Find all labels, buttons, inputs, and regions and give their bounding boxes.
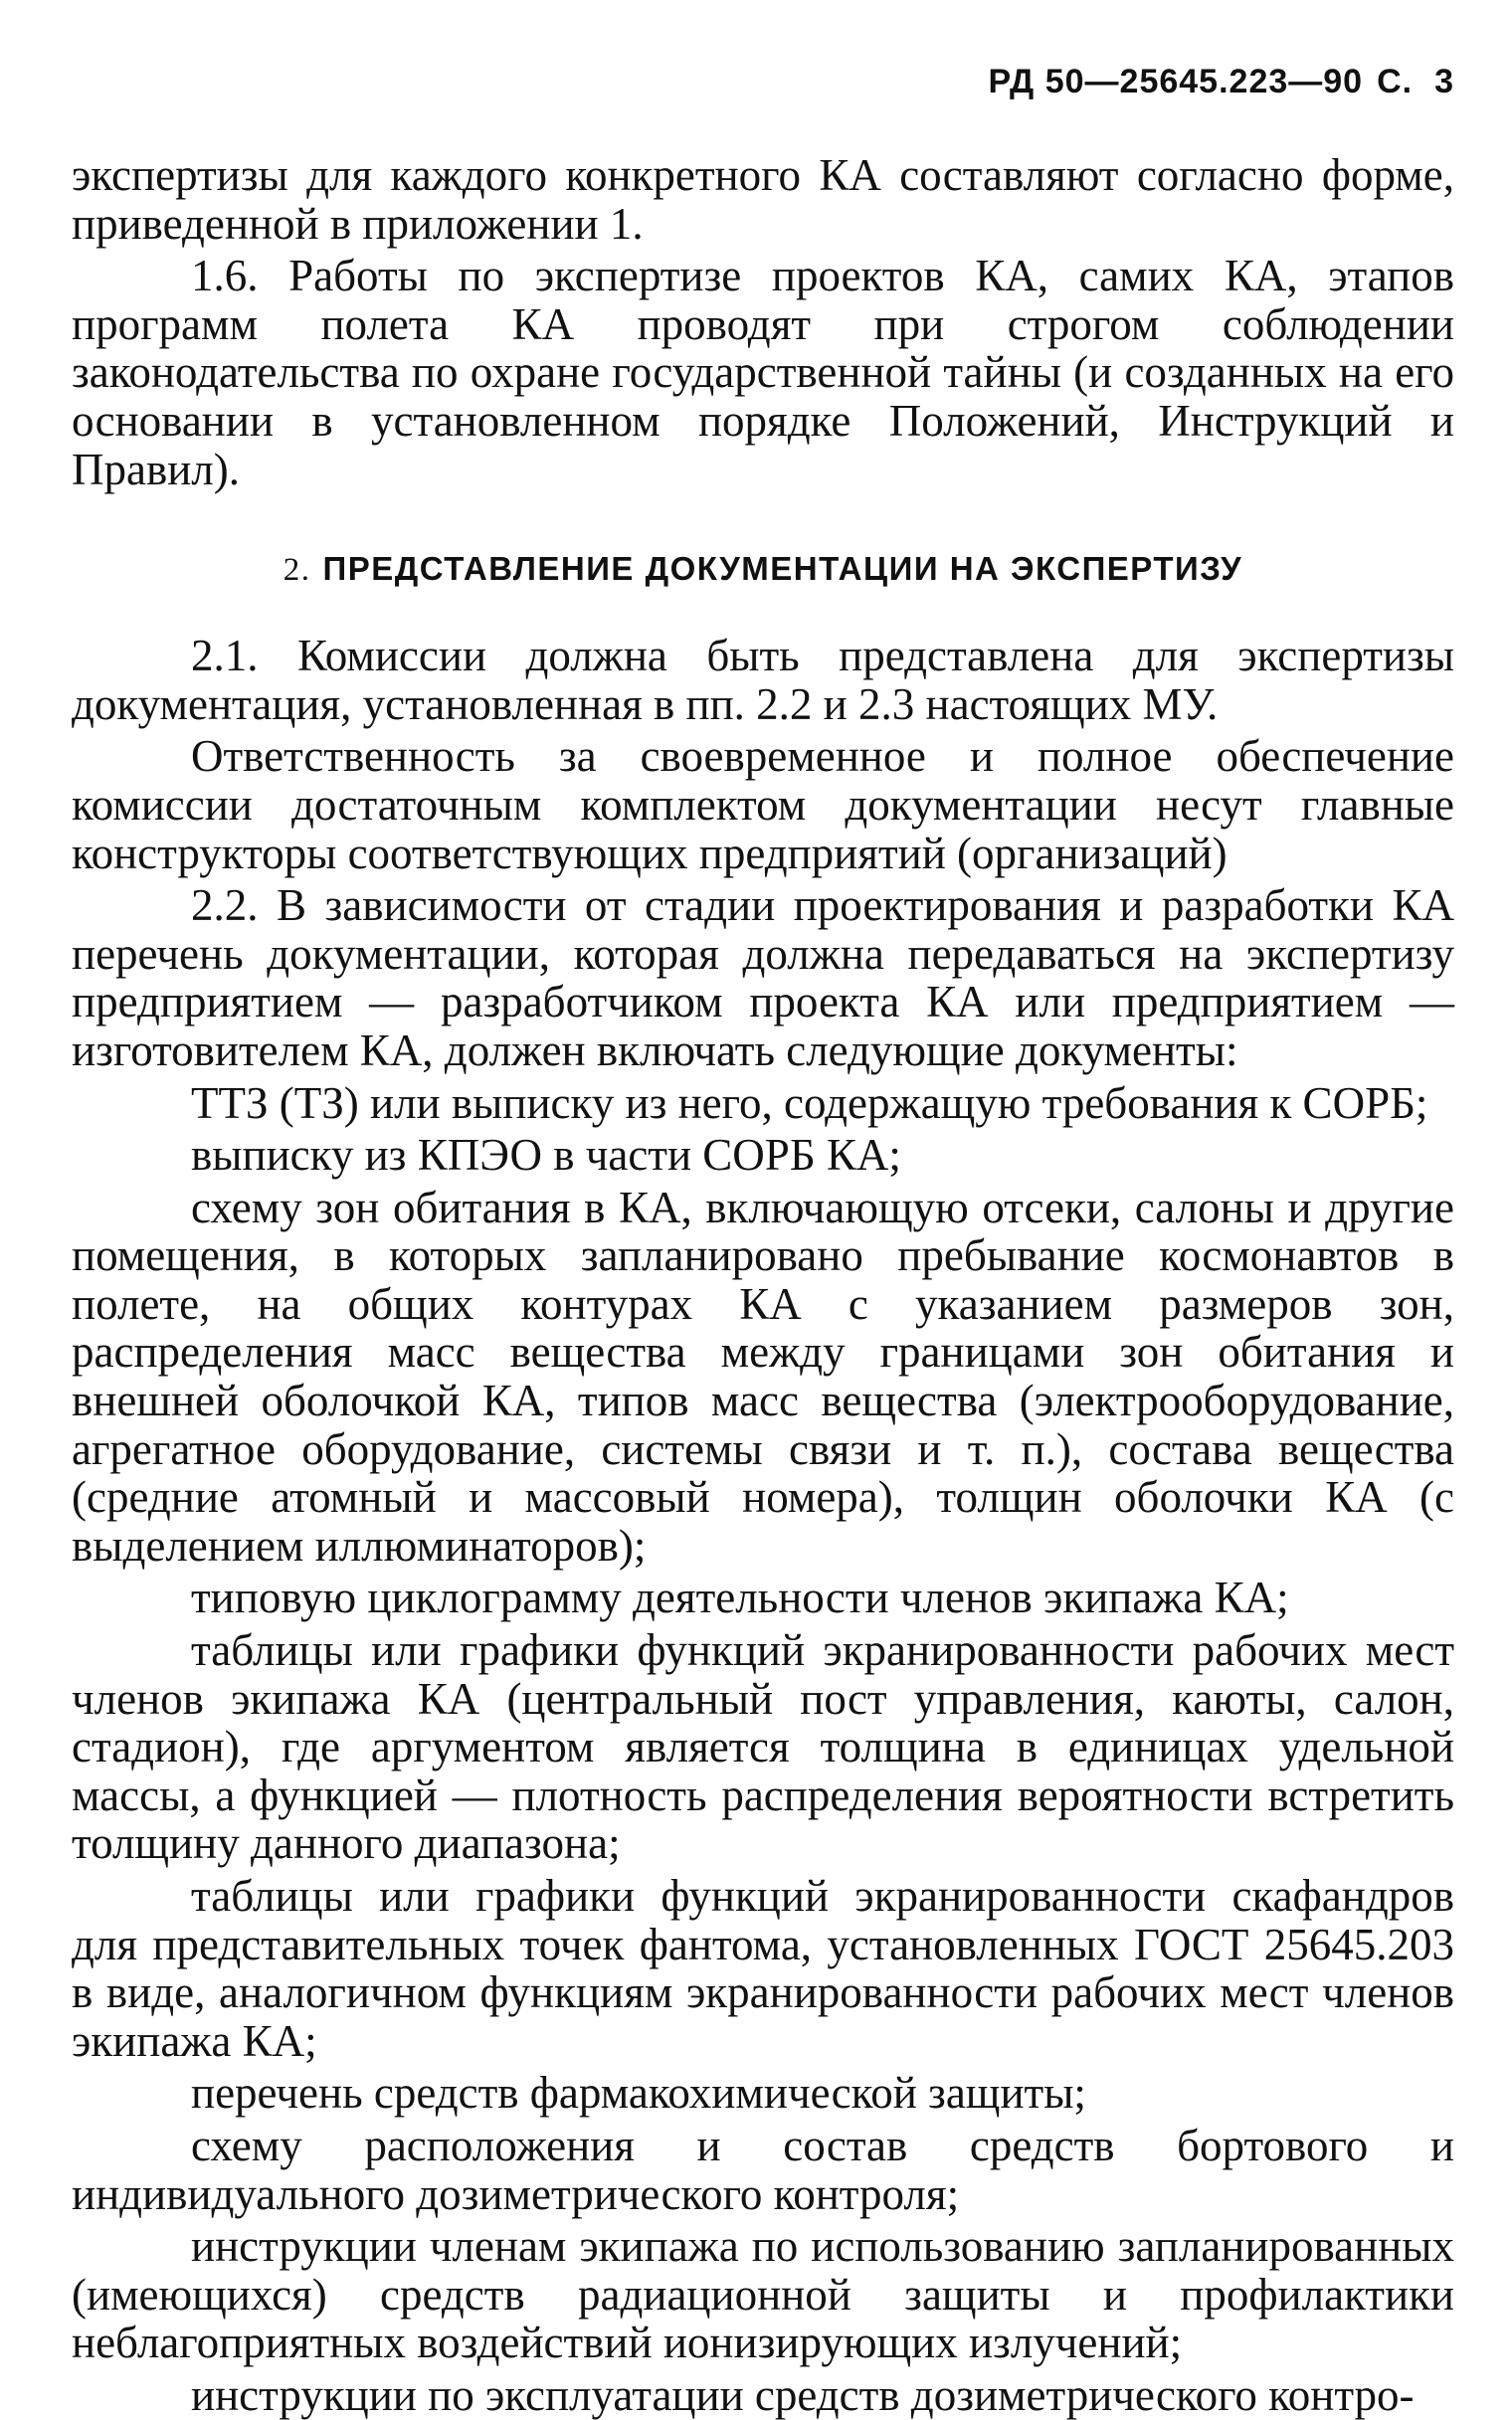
list-item-shielding-spacesuits: таблицы или графики функций экранированности скафандров для представительных точек фантома, установленных ГОСТ 25645.203 в виде, аналогичном функциям экранированности рабочих мест членов экипажа КА; <box>72 1871 1454 2066</box>
list-item-kpeo: выписку из КПЭО в части СОРБ КА; <box>191 1130 901 1181</box>
paragraph-responsibility: Ответственность за своевременное и полное обеспечение комиссии достаточным комплектом документации несут главные конструкторы соответствующих предприятий (организаций) <box>72 731 1454 878</box>
list-item-crew-instructions: инструкции членам экипажа по использованию запланированных (имеющихся) средств радиационной защиты и профилактики неблагоприятных воздействий ионизирующих излучений; <box>72 2221 1454 2368</box>
page-label: С. <box>1377 63 1414 100</box>
list-item-pharmaco-protection: перечень средств фармакохимической защиты; <box>191 2068 1086 2119</box>
document-code: РД 50—25645.223—90 <box>988 63 1364 100</box>
running-header <box>72 58 1454 105</box>
list-item-dosimetry-scheme: схему расположения и состав средств бортового и индивидуального дозиметрического контроля; <box>72 2120 1454 2219</box>
list-item-cyclogram: типовую циклограмму деятельности членов экипажа КА; <box>191 1573 1289 1623</box>
list-item-ttz: ТТЗ (ТЗ) или выписку из него, содержащую требования к СОРБ; <box>191 1077 1428 1128</box>
page-number: 3 <box>1434 63 1454 100</box>
paragraph-2-2: 2.2. В зависимости от стадии проектирования и разработки КА перечень документации, которая должна передаваться на экспертизу предприятием — разработчиком проекта КА или предприятием — изготовителем КА, должен включать следующие документы: <box>72 880 1454 1075</box>
paragraph-1-6: 1.6. Работы по экспертизе проектов КА, самих КА, этапов программ полета КА проводят при строгом соблюдении законодательства по охране государственной тайны (и созданных на его основании в установленном порядке Положений, Инструкций и Правил). <box>72 251 1454 494</box>
document-page <box>72 58 1454 2420</box>
list-item-shielding-workplaces: таблицы или графики функций экранированности рабочих мест членов экипажа КА (центральный пост управления, каюты, салон, стадион), где аргументом является толщина в единицах удельной массы, а функцией — плотность распределения вероятности встретить толщину данного диапазона; <box>72 1625 1454 1869</box>
section-number: 2. <box>283 552 311 589</box>
list-item-operation-instructions: инструкции по эксплуатации средств дозиметрического контро- <box>191 2369 1415 2420</box>
paragraph-continuation: экспертизы для каждого конкретного КА составляют согласно форме, приведенной в приложении 1. <box>72 150 1454 249</box>
paragraph-2-1: 2.1. Комиссии должна быть представлена для экспертизы документация, установленная в пп. 2.2 и 2.3 настоящих МУ. <box>72 631 1454 729</box>
section-heading <box>72 545 1454 594</box>
list-item-habitat-scheme: схему зон обитания в КА, включающую отсеки, салоны и другие помещения, в которых запланировано пребывание космонавтов в полете, на общих контурах КА с указанием размеров зон, распределения масс вещества между границами зон обитания и внешней оболочкой КА, типов масс вещества (электрооборудование, агрегатное оборудование, системы связи и т. п.), состава вещества (средние атомный и массовый номера), толщин оболочки КА (с выделением иллюминаторов); <box>72 1182 1454 1571</box>
section-title-text: ПРЕДСТАВЛЕНИЕ ДОКУМЕНТАЦИИ НА ЭКСПЕРТИЗУ <box>322 550 1243 588</box>
